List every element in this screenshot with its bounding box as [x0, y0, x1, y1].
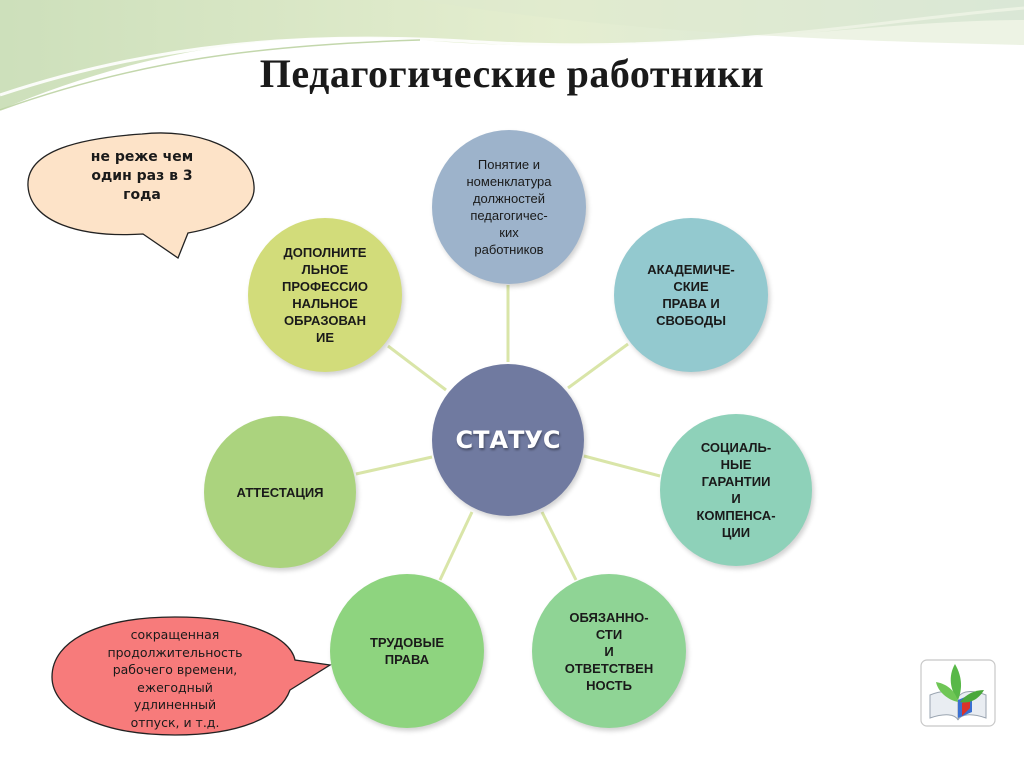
- node-social-guarantees-label: СОЦИАЛЬ- НЫЕ ГАРАНТИИ И КОМПЕНСА- ЦИИ: [696, 440, 776, 540]
- node-labor-rights-label: ТРУДОВЫЕ ПРАВА: [369, 635, 445, 667]
- node-additional-education-label: ДОПОЛНИТЕ ЛЬНОЕ ПРОФЕССИО НАЛЬНОЕ ОБРАЗОВАН ИЕ: [282, 245, 368, 345]
- node-duties-label: ОБЯЗАННО- СТИ И ОТВЕТСТВЕН НОСТЬ: [564, 609, 654, 693]
- node-academic-rights: [614, 218, 768, 372]
- callout-frequency-text: не реже чем один раз в 3 года: [90, 149, 194, 203]
- node-academic-rights-label: АКАДЕМИЧЕ- СКИЕ ПРАВА И СВОБОДЫ: [647, 262, 735, 328]
- node-attestation: [204, 416, 356, 568]
- node-labor-rights: [330, 574, 484, 728]
- node-duties: [532, 574, 686, 728]
- node-additional-education: [248, 218, 402, 372]
- connector-labor: [440, 512, 472, 580]
- node-concept: [432, 130, 586, 284]
- node-concept-label: Понятие и номенклатура должностей педагогичес- ких работников: [466, 157, 552, 257]
- union-book-sprout-logo: [921, 660, 995, 726]
- node-attestation-label: АТТЕСТАЦИЯ: [236, 484, 324, 500]
- connector-social: [584, 456, 660, 476]
- connector-duties: [542, 512, 576, 580]
- connector-attestation: [356, 457, 432, 474]
- connector-education: [388, 346, 446, 390]
- page-title: Педагогические работники: [259, 51, 765, 96]
- center-status-label: СТАТУС: [455, 425, 561, 454]
- node-social-guarantees: [660, 414, 812, 566]
- connector-academic: [568, 344, 628, 388]
- center-status-circle: [432, 364, 584, 516]
- callout-benefits-text: сокращенная продолжительность рабочего времени, ежегодный удлиненный отпуск, и т.д.: [107, 627, 243, 730]
